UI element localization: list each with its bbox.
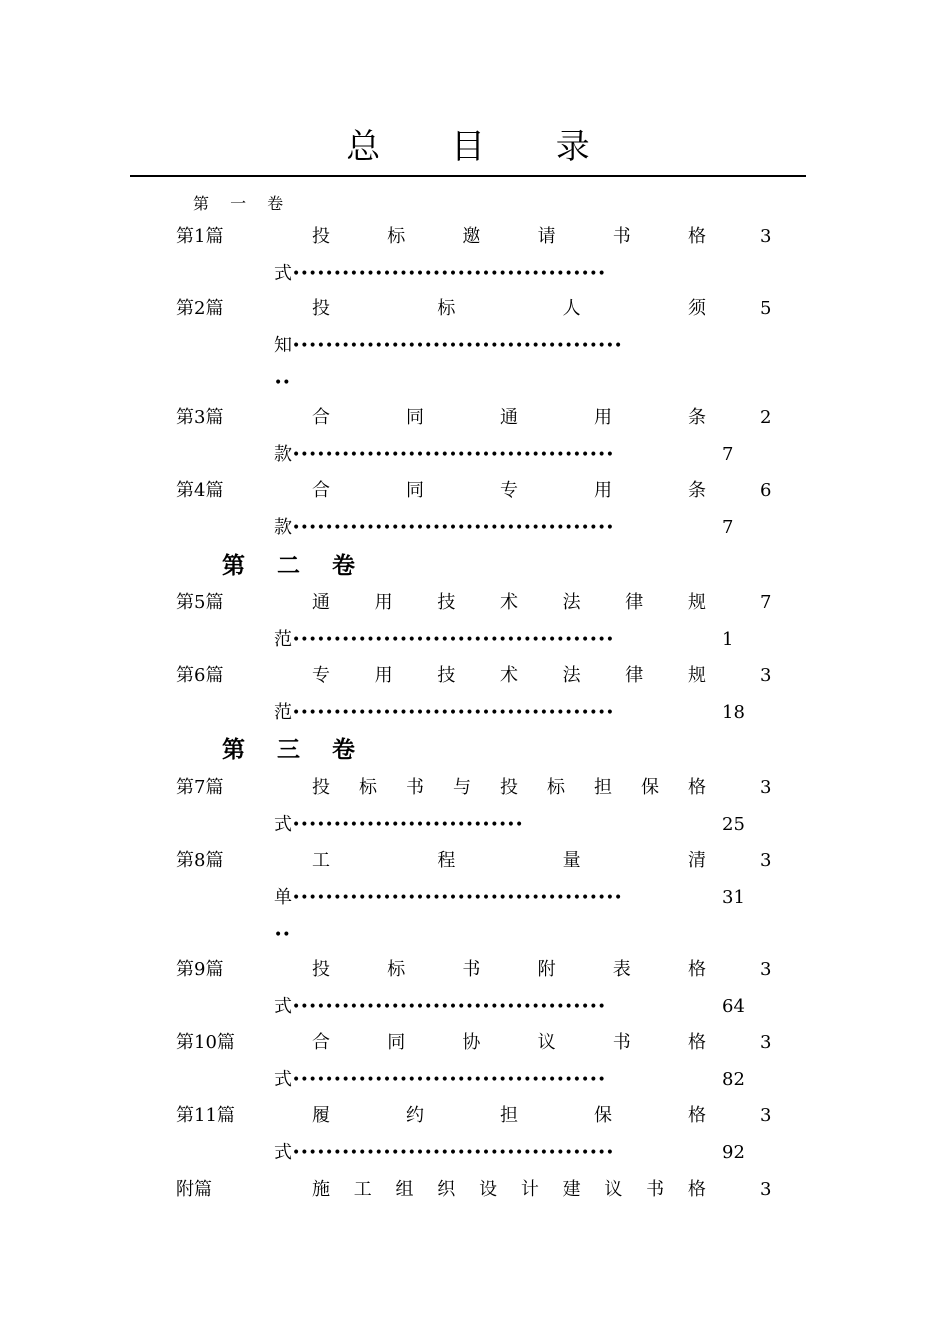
volume-heading-3 <box>0 735 950 765</box>
toc-entry-row[interactable] <box>0 1175 950 1205</box>
entry-title-char: 同 <box>406 480 424 501</box>
leader-dots: ••••••••••••••••••••••••••••••••••••••• <box>292 632 615 648</box>
entry-title-char: 须 <box>687 298 706 319</box>
entry-title-char: 规 <box>687 665 706 686</box>
toc-entry-continuation <box>0 440 950 470</box>
entry-title-char: 织 <box>437 1179 456 1200</box>
leader-dots: ••••••••••••••••••••••••••••••••••••••• <box>292 1145 615 1161</box>
entry-page-number: 31 <box>722 887 745 908</box>
toc-entry-continuation <box>0 810 950 840</box>
entry-title-char: 技 <box>437 665 456 686</box>
entry-last-char <box>274 440 614 470</box>
entry-page-digit: 7 <box>760 592 772 613</box>
entry-title-char: 投 <box>312 298 330 319</box>
entry-title-char: 担 <box>500 1105 518 1126</box>
entry-title-char: 保 <box>594 1105 612 1126</box>
entry-page-digit: 3 <box>760 1032 772 1053</box>
entry-title-words <box>312 846 706 876</box>
entry-title-char: 标 <box>437 298 456 319</box>
entry-title-char: 用 <box>594 407 612 428</box>
toc-entry-dots-overflow <box>0 368 950 398</box>
toc-entry-continuation <box>0 698 950 728</box>
entry-title-char: 投 <box>312 959 330 980</box>
entry-title-char: 用 <box>374 665 393 686</box>
volume-heading-1 <box>0 189 950 219</box>
toc-entry-row[interactable] <box>0 294 950 324</box>
entry-title-char: 通 <box>312 592 330 613</box>
entry-page-digit: 3 <box>760 850 772 871</box>
toc-entry-continuation <box>0 992 950 1022</box>
entry-label: 第1篇 <box>176 226 224 247</box>
entry-title-char: 与 <box>453 777 471 798</box>
leader-dots: •••••••••••••••••••••••••••• <box>292 817 524 833</box>
entry-title-char: 规 <box>687 592 706 613</box>
entry-title-char: 款 <box>274 517 292 538</box>
volume-label: 第 二 卷 <box>222 553 368 579</box>
entry-title-words <box>312 403 706 433</box>
entry-last-char <box>274 625 614 655</box>
entry-page-number: 25 <box>722 814 745 835</box>
leader-dots: •• <box>274 375 291 391</box>
entry-title-char: 标 <box>547 777 565 798</box>
entry-page-digit: 3 <box>760 959 772 980</box>
entry-last-char <box>274 992 606 1022</box>
entry-title-char: 程 <box>437 850 456 871</box>
entry-last-char <box>274 259 606 289</box>
entry-title-char: 协 <box>462 1032 481 1053</box>
entry-title-char: 标 <box>359 777 377 798</box>
entry-title-char: 施 <box>312 1179 330 1200</box>
entry-title-char: 术 <box>499 592 518 613</box>
entry-title-char: 单 <box>274 887 292 908</box>
leader-dots: ••••••••••••••••••••••••••••••••••••••• <box>292 705 615 721</box>
entry-title-char: 范 <box>274 702 292 723</box>
entry-title-char: 格 <box>688 1105 706 1126</box>
entry-page-number: 7 <box>722 444 734 465</box>
entry-title-char: 通 <box>500 407 518 428</box>
entry-label: 第6篇 <box>176 665 224 686</box>
toc-entry-row[interactable] <box>0 476 950 506</box>
entry-title-char: 清 <box>687 850 706 871</box>
toc-entry-row[interactable] <box>0 588 950 618</box>
entry-page-digit: 5 <box>760 298 772 319</box>
entry-title-char: 用 <box>374 592 393 613</box>
entry-title-char: 范 <box>274 629 292 650</box>
entry-title-char: 标 <box>387 226 406 247</box>
entry-title-char: 人 <box>562 298 581 319</box>
toc-entry-continuation <box>0 1065 950 1095</box>
entry-title-char: 书 <box>406 777 424 798</box>
entry-title-char: 设 <box>479 1179 498 1200</box>
entry-title-char: 式 <box>274 1142 292 1163</box>
leader-dots: •• <box>274 927 291 943</box>
toc-entry-row[interactable] <box>0 846 950 876</box>
entry-label: 第3篇 <box>176 407 224 428</box>
toc-entry-continuation <box>0 513 950 543</box>
entry-title-char: 保 <box>641 777 659 798</box>
entry-title-char: 标 <box>387 959 406 980</box>
toc-entry-row[interactable] <box>0 222 950 252</box>
entry-title-char: 同 <box>387 1032 406 1053</box>
entry-title-char: 量 <box>562 850 581 871</box>
volume-heading-2 <box>0 551 950 581</box>
entry-title-char: 款 <box>274 444 292 465</box>
entry-title-char: 工 <box>353 1179 372 1200</box>
page-title: 总 目 录 <box>346 127 620 167</box>
entry-title-char: 合 <box>312 407 330 428</box>
entry-page-digit: 6 <box>760 480 772 501</box>
toc-entry-row[interactable] <box>0 403 950 433</box>
entry-page-digit: 3 <box>760 226 772 247</box>
entry-last-char <box>274 883 622 913</box>
entry-title-words <box>312 588 706 618</box>
entry-page-number: 92 <box>722 1142 745 1163</box>
entry-title-char: 投 <box>312 226 330 247</box>
entry-label: 第11篇 <box>176 1105 235 1126</box>
toc-entry-row[interactable] <box>0 1028 950 1058</box>
entry-title-words <box>312 1101 706 1131</box>
entry-title-char: 投 <box>500 777 518 798</box>
leader-dots: ••••••••••••••••••••••••••••••••••••••• <box>292 447 615 463</box>
toc-entry-row[interactable] <box>0 955 950 985</box>
entry-title-char: 术 <box>499 665 518 686</box>
entry-label: 第8篇 <box>176 850 224 871</box>
toc-entry-row[interactable] <box>0 1101 950 1131</box>
entry-page-digit: 2 <box>760 407 772 428</box>
entry-page-digit: 3 <box>760 1179 772 1200</box>
entry-title-words <box>312 222 706 252</box>
entry-label: 第2篇 <box>176 298 224 319</box>
entry-label: 第7篇 <box>176 777 224 798</box>
toc-entry-continuation <box>0 259 950 289</box>
entry-title-char: 律 <box>625 665 644 686</box>
entry-title-char: 组 <box>395 1179 414 1200</box>
entry-title-char: 式 <box>274 1069 292 1090</box>
entry-title-char: 式 <box>274 263 292 284</box>
entry-title-char: 投 <box>312 777 330 798</box>
toc-entry-continuation <box>0 331 950 361</box>
leader-dots: •••••••••••••••••••••••••••••••••••••• <box>292 266 606 282</box>
toc-entry-continuation <box>0 625 950 655</box>
entry-last-char <box>274 810 523 840</box>
entry-title-char: 工 <box>312 850 330 871</box>
entry-title-char: 格 <box>687 226 706 247</box>
entry-last-char <box>274 331 622 361</box>
entry-title-char: 用 <box>594 480 612 501</box>
leader-dots: •••••••••••••••••••••••••••••••••••••• <box>292 1072 606 1088</box>
entry-title-char: 知 <box>274 335 292 356</box>
entry-title-char: 法 <box>562 665 581 686</box>
entry-title-char: 格 <box>687 959 706 980</box>
entry-title-char: 书 <box>646 1179 665 1200</box>
title-rule <box>130 175 806 177</box>
entry-label: 第5篇 <box>176 592 224 613</box>
entry-title-words <box>312 661 706 691</box>
entry-title-words <box>312 1175 706 1205</box>
entry-title-char: 格 <box>687 1179 706 1200</box>
entry-title-char: 条 <box>688 480 706 501</box>
entry-page-number: 18 <box>722 702 745 723</box>
entry-title-char: 合 <box>312 480 330 501</box>
entry-page-digit: 3 <box>760 665 772 686</box>
entry-title-char: 担 <box>594 777 612 798</box>
entry-title-char: 格 <box>687 1032 706 1053</box>
leader-dots: •••••••••••••••••••••••••••••••••••••••• <box>292 890 623 906</box>
entry-title-char: 条 <box>688 407 706 428</box>
entry-label: 第4篇 <box>176 480 224 501</box>
entry-title-words <box>312 294 706 324</box>
entry-title-words <box>312 1028 706 1058</box>
entry-label: 第9篇 <box>176 959 224 980</box>
leader-dots: ••••••••••••••••••••••••••••••••••••••• <box>292 520 615 536</box>
entry-title-char: 同 <box>406 407 424 428</box>
entry-title-char: 约 <box>406 1105 424 1126</box>
toc-entry-dots-overflow <box>0 920 950 950</box>
entry-title-char: 格 <box>688 777 706 798</box>
entry-title-char: 议 <box>537 1032 556 1053</box>
entry-label: 第10篇 <box>176 1032 235 1053</box>
entry-title-char: 技 <box>437 592 456 613</box>
toc-entry-continuation <box>0 883 950 913</box>
entry-page-number: 7 <box>722 517 734 538</box>
entry-title-char: 附 <box>537 959 556 980</box>
entry-label: 附篇 <box>176 1179 212 1200</box>
entry-page-number: 82 <box>722 1069 745 1090</box>
entry-title-char: 建 <box>562 1179 581 1200</box>
entry-last-char <box>274 698 614 728</box>
entry-title-char: 式 <box>274 814 292 835</box>
volume-label: 第 一 卷 <box>193 194 292 213</box>
entry-title-words <box>312 773 706 803</box>
entry-page-number: 1 <box>722 629 734 650</box>
entry-title-char: 书 <box>612 1032 631 1053</box>
toc-entry-row[interactable] <box>0 773 950 803</box>
entry-title-char: 履 <box>312 1105 330 1126</box>
entry-title-char: 法 <box>562 592 581 613</box>
entry-title-char: 合 <box>312 1032 330 1053</box>
entry-title-char: 请 <box>537 226 556 247</box>
entry-title-char: 邀 <box>462 226 481 247</box>
volume-label: 第 三 卷 <box>222 737 368 763</box>
entry-title-char: 书 <box>612 226 631 247</box>
leader-dots: •••••••••••••••••••••••••••••••••••••••• <box>292 338 623 354</box>
entry-page-digit: 3 <box>760 1105 772 1126</box>
entry-title-char: 计 <box>520 1179 539 1200</box>
entry-title-char: 律 <box>625 592 644 613</box>
entry-title-char: 专 <box>312 665 330 686</box>
entry-title-char: 书 <box>462 959 481 980</box>
entry-title-char: 表 <box>612 959 631 980</box>
entry-last-char <box>274 1065 606 1095</box>
entry-last-char <box>274 513 614 543</box>
entry-last-char <box>274 1138 614 1168</box>
entry-title-char: 专 <box>500 480 518 501</box>
entry-page-number: 64 <box>722 996 745 1017</box>
entry-title-char: 议 <box>604 1179 623 1200</box>
toc-entry-continuation <box>0 1138 950 1168</box>
entry-title-words <box>312 955 706 985</box>
entry-title-words <box>312 476 706 506</box>
leader-dots: •••••••••••••••••••••••••••••••••••••• <box>292 999 606 1015</box>
entry-page-digit: 3 <box>760 777 772 798</box>
toc-entry-row[interactable] <box>0 661 950 691</box>
entry-title-char: 式 <box>274 996 292 1017</box>
